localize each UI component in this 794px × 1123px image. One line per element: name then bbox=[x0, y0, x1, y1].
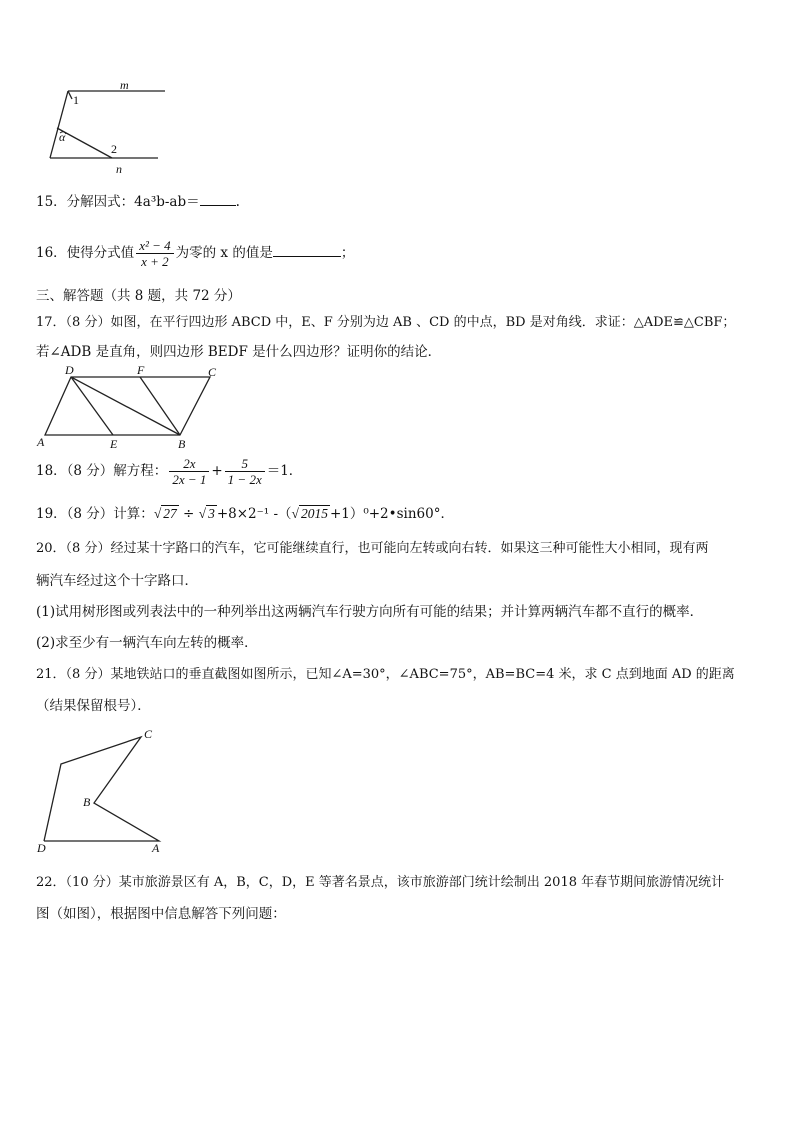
line-label-m: m bbox=[120, 78, 129, 92]
angle-label-2: 2 bbox=[111, 142, 117, 156]
vertex-label-B: B bbox=[83, 795, 91, 809]
vertex-label-A: A bbox=[37, 435, 45, 449]
fraction-18-a-denominator: 2x − 1 bbox=[172, 472, 207, 487]
radicand-27: 27 bbox=[163, 506, 177, 521]
vertex-label-D: D bbox=[37, 841, 46, 855]
question-15-tail: . bbox=[235, 194, 240, 210]
divide-sign: ÷ bbox=[178, 506, 199, 522]
question-17-line-1: 17．（8 分）如图，在平行四边形 ABCD 中，E、F 分别为边 AB 、CD 的中点，BD 是对角线．求证：△ADE≌△CBF； bbox=[36, 315, 736, 330]
vertex-label-D: D bbox=[65, 363, 74, 377]
question-15-text: 15．分解因式：4a³b-ab＝ bbox=[36, 194, 200, 210]
question-21-line-2: （结果保留根号）． bbox=[36, 698, 151, 714]
vertex-label-A: A bbox=[152, 841, 160, 855]
vertex-label-C: C bbox=[144, 727, 153, 741]
angle-label-alpha: α bbox=[59, 130, 66, 144]
question-20-line-2: 辆汽车经过这个十字路口． bbox=[36, 573, 198, 589]
question-20-line-1: 20．（8 分）经过某十字路口的汽车，它可能继续直行，也可能向左转或向右转．如果这三种可能性大小相同，现有两 bbox=[36, 541, 709, 556]
question-21-line-1: 21．（8 分）某地铁站口的垂直截图如图所示，已知∠A=30°，∠ABC=75°，AB=BC=4 米，求 C 点到地面 AD 的距离 bbox=[36, 667, 735, 682]
vertex-label-F: F bbox=[137, 363, 145, 377]
question-19-mid: +8×2⁻¹ -（ bbox=[216, 506, 292, 522]
vertex-label-B: B bbox=[178, 437, 186, 451]
sqrt-3: √ 3 bbox=[198, 506, 215, 521]
vertex-label-C: C bbox=[208, 365, 217, 379]
fraction-18-a-numerator: 2x bbox=[169, 456, 209, 472]
question-22-line-1: 22．（10 分）某市旅游景区有 A，B，C，D，E 等著名景点，该市旅游部门统计绘制出 2018 年春节期间旅游情况统计 bbox=[36, 875, 725, 890]
fraction-18-b-denominator: 1 − 2x bbox=[227, 472, 262, 487]
question-20-line-4: (2)求至少有一辆汽车向左转的概率． bbox=[36, 635, 258, 651]
fraction-16-numerator: x² − 4 bbox=[136, 238, 173, 254]
sqrt-27: √ 27 bbox=[153, 506, 177, 521]
plus-sign: + bbox=[211, 463, 223, 479]
question-18-pre: 18．（8 分）解方程： bbox=[36, 463, 168, 479]
radicand-2015: 2015 bbox=[300, 506, 328, 521]
sqrt-2015: √ 2015 bbox=[291, 506, 328, 521]
angle-label-1: 1 bbox=[73, 93, 79, 107]
question-19-post: +1）⁰+2•sin60°． bbox=[329, 506, 454, 522]
question-20-line-3: (1)试用树形图或列表法中的一种列举出这两辆汽车行驶方向所有可能的结果；并计算两辆汽车都不直行的概率． bbox=[36, 604, 704, 620]
fraction-18-b-numerator: 5 bbox=[225, 456, 265, 472]
question-16-pre: 16．使得分式值 bbox=[36, 245, 135, 261]
fraction-16-denominator: x + 2 bbox=[141, 254, 169, 269]
question-16-tail: ； bbox=[340, 245, 355, 261]
radicand-3: 3 bbox=[208, 506, 215, 521]
question-22-line-2: 图（如图），根据图中信息解答下列问题： bbox=[36, 906, 286, 922]
question-16-post: 为零的 x 的值是 bbox=[175, 245, 273, 261]
question-18-post: ＝1． bbox=[266, 463, 303, 479]
line-label-n: n bbox=[116, 162, 122, 176]
vertex-label-E: E bbox=[110, 437, 118, 451]
question-19-pre: 19．（8 分）计算： bbox=[36, 506, 154, 522]
section-heading-3: 三、解答题（共 8 题，共 72 分） bbox=[36, 288, 241, 304]
question-17-line-2: 若∠ADB 是直角，则四边形 BEDF 是什么四边形？证明你的结论． bbox=[36, 344, 442, 360]
